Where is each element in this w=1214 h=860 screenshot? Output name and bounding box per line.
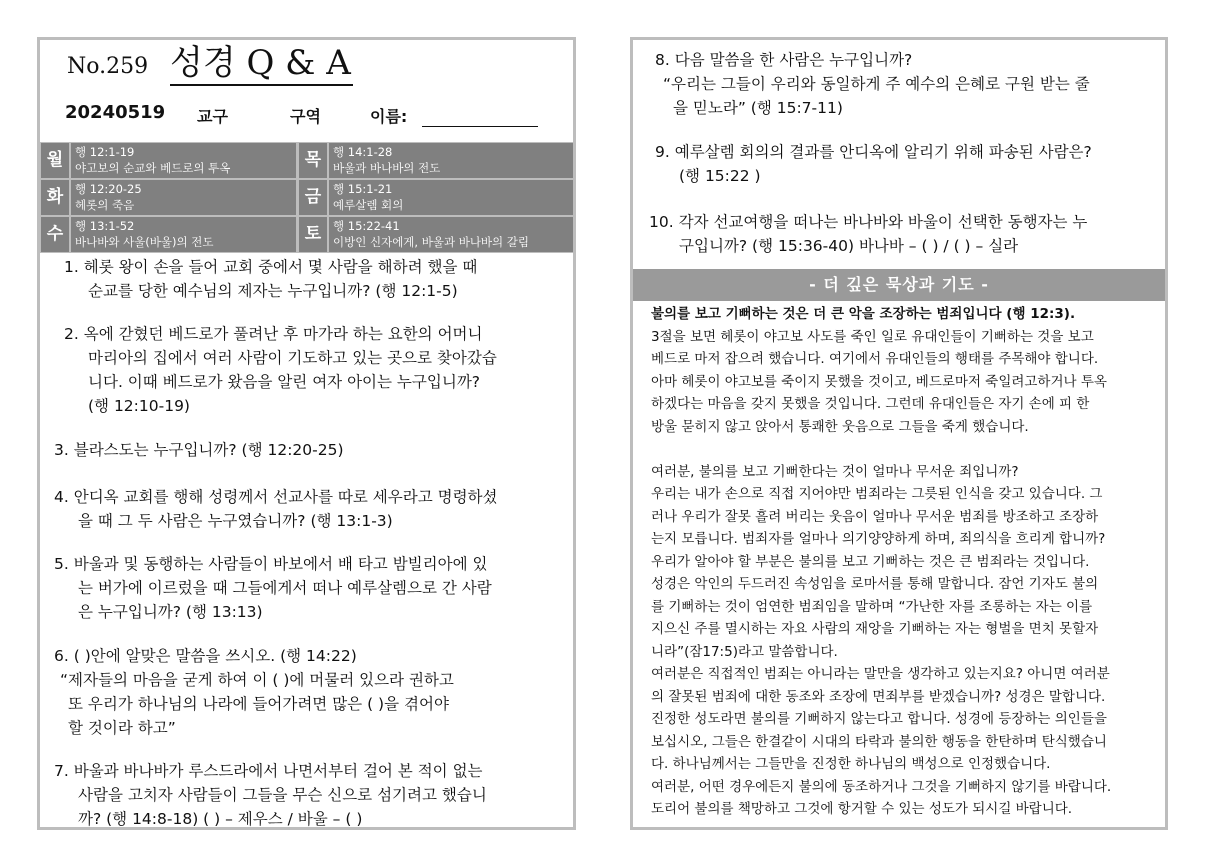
schedule-info (71, 180, 296, 215)
meditation-line: 보십시오, 그들은 한결같이 시대의 타락과 불의한 행동을 한탄하며 탄식했습니 (651, 733, 1107, 750)
meditation-line: 여러분은 직접적인 범죄는 아니라는 말만을 생각하고 있는지요? 아니면 여러분 (651, 666, 1110, 682)
meditation-line: 베드로 마저 잡으려 했습니다. 여기에서 유대인들의 행태를 주목해야 합니다. (651, 351, 1099, 367)
question-3: 3. 블라스도는 누구입니까? (행 12:20-25) (54, 441, 344, 459)
question-6: 6. ( )안에 알맞은 말씀을 쓰시오. (행 14:22) “제자들의 마음을 굳게 하여 이 ( )에 머물러 있으라 권하고 또 우리가 하나님의 나라에 들어가려면 많은 ( )을 겪어야 할 것이라 하고” (54, 647, 454, 737)
schedule-topic: 야고보의 순교와 베드로의 투옥 (75, 161, 231, 175)
meditation-headline: 불의를 보고 기뻐하는 것은 더 큰 악을 조장하는 범죄입니다 (행 12:3). (651, 306, 1076, 322)
meditation-band: - 더 깊은 묵상과 기도 - (633, 269, 1165, 301)
question-9: 9. 예루살렘 회의의 결과를 안디옥에 알리기 위해 파송된 사람은? (행 15:22 ) (655, 143, 1092, 185)
meditation-line: 지으신 주를 멸시하는 자요 사람의 재앙을 기뻐하는 자는 형벌을 면치 못할자 (651, 621, 1099, 637)
meditation-line: 진정한 성도라면 불의를 기뻐하지 않는다고 합니다. 성경에 등장하는 의인들을 (651, 711, 1107, 727)
schedule-topic: 바울과 바나바의 전도 (333, 161, 441, 175)
schedule-info (71, 143, 296, 178)
meditation-line: 도리어 불의를 책망하고 그것에 항거할 수 있는 성도가 되시길 바랍니다. (651, 801, 1073, 817)
schedule-day: 목 (299, 143, 327, 178)
meditation-line: 성경은 악인의 두드러진 속성임을 로마서를 통해 말합니다. 잠언 기자도 불의 (651, 576, 1099, 592)
meditation-line: 우리가 알아야 할 부분은 불의를 보고 기뻐하는 것은 큰 범죄라는 것입니다. (651, 553, 1090, 570)
schedule-topic: 헤롯의 죽음 (75, 198, 135, 212)
schedule-day: 금 (299, 180, 327, 215)
schedule-ref: 행 15:22-41 (333, 219, 400, 233)
name-label: 이름: (370, 107, 408, 126)
schedule-info (71, 217, 296, 252)
schedule-ref: 행 14:1-28 (333, 145, 393, 159)
schedule-day: 토 (299, 217, 327, 252)
schedule-day: 수 (41, 217, 69, 252)
question-10: 10. 각자 선교여행을 떠나는 바나바와 바울이 선택한 동행자는 누 구입니까? (행 15:36-40) 바나바 – ( ) / ( ) – 실라 (649, 213, 1088, 255)
issue-number: No.259 (67, 54, 149, 79)
question-4: 4. 안디옥 교회를 행해 성령께서 선교사를 따로 세우라고 명령하셨 을 때 그 두 사람은 누구였습니까? (행 13:1-3) (54, 488, 498, 530)
right-panel (630, 37, 1168, 830)
meditation-line: 를 기뻐하는 것이 엄연한 범죄임을 말하며 “가난한 자를 조롱하는 자는 이를 (651, 598, 1093, 615)
page-title: 성경 Q & A (170, 42, 353, 86)
district-label: 구역 (290, 107, 321, 126)
meditation-line: 3절을 보면 헤롯이 야고보 사도를 죽인 일로 유대인들이 기뻐하는 것을 보고 (651, 328, 1094, 345)
question-1: 1. 헤롯 왕이 손을 들어 교회 중에서 몇 사람을 해하려 했을 때 순교를 당한 예수님의 제자는 누구입니까? (행 12:1-5) (64, 258, 478, 300)
schedule-info (329, 143, 573, 178)
meditation-line: 러나 우리가 잘못 흘려 버리는 웃음이 얼마나 무서운 범죄를 방조하고 조장하 (651, 508, 1099, 525)
meditation-line: 는지 모릅니다. 범죄자를 얼마나 의기양양하게 하며, 죄의식을 흐리게 합니까? (651, 531, 1106, 547)
meditation-line: 니라”(잠17:5)라고 말씀합니다. (651, 643, 838, 660)
schedule-ref: 행 15:1-21 (333, 182, 393, 196)
schedule-topic: 이방인 신자에게, 바울과 바나바의 갈림 (333, 235, 530, 249)
meditation-line: 의 잘못된 범죄에 대한 동조와 조장에 면죄부를 받겠습니까? 성경은 말합니다. (651, 688, 1106, 705)
meditation-line: 방울 묻히지 않고 앉아서 통쾌한 웃음으로 그들을 죽게 했습니다. (651, 418, 1029, 435)
question-5: 5. 바울과 및 동행하는 사람들이 바보에서 배 타고 밤빌리아에 있 는 버가에 이르렀을 때 그들에게서 떠나 예루살렘으로 간 사람 은 누구입니까? (행 13:13) (54, 555, 492, 621)
parish-label: 교구 (197, 107, 228, 126)
meditation-line: 여러분, 불의를 보고 기뻐한다는 것이 얼마나 무서운 죄입니까? (651, 463, 1019, 480)
meditation-line: 여러분, 어떤 경우에든지 불의에 동조하거나 그것을 기뻐하지 않기를 바랍니다. (651, 778, 1112, 795)
schedule-info (329, 217, 573, 252)
meditation-line: 하겠다는 마음을 갖지 못했을 것입니다. 그런데 유대인들은 자기 손에 피 한 (651, 396, 1090, 412)
meditation-line (651, 438, 1151, 461)
question-8: 8. 다음 말씀을 한 사람은 누구입니까? “우리는 그들이 우리와 동일하게 주 예수의 은혜로 구원 받는 줄 을 믿노라” (행 15:7-11) (655, 51, 1090, 117)
schedule-ref: 행 12:1-19 (75, 145, 135, 159)
date: 20240519 (65, 102, 166, 123)
reading-schedule (40, 142, 573, 253)
header (40, 40, 573, 140)
left-panel (37, 37, 576, 830)
meditation-line: 다. 하나님께서는 그들만을 진정한 하나님의 백성으로 인정했습니다. (651, 756, 1051, 772)
schedule-day: 월 (41, 143, 69, 178)
schedule-ref: 행 12:20-25 (75, 182, 142, 196)
schedule-day: 화 (41, 180, 69, 215)
question-2: 2. 옥에 갇혔던 베드로가 풀려난 후 마가라 하는 요한의 어머니 마리아의 집에서 여러 사람이 기도하고 있는 곳으로 찾아갔습 니다. 이때 베드로가 왔음을 알린 여자 아이는 누구입니까? (행 12:10-19) (64, 325, 497, 415)
meditation-line: 우리는 내가 손으로 직접 지어야만 범죄라는 그릇된 인식을 갖고 있습니다. 그 (651, 486, 1103, 502)
schedule-topic: 예루살렘 회의 (333, 198, 404, 212)
question-7: 7. 바울과 바나바가 루스드라에서 나면서부터 걸어 본 적이 없는 사람을 고치자 사람들이 그들을 무슨 신으로 섬기려고 했습니 까? (행 14:8-18) ( ) – 제우스 / 바울 – ( ) (54, 762, 487, 828)
schedule-ref: 행 13:1-52 (75, 219, 135, 233)
name-blank-line (422, 126, 538, 127)
meditation-line: 아마 헤롯이 야고보를 죽이지 못했을 것이고, 베드로마저 죽일려고하거나 투옥 (651, 373, 1107, 390)
schedule-topic: 바나바와 사울(바울)의 전도 (75, 235, 214, 249)
meditation-text (651, 303, 1151, 821)
schedule-info (329, 180, 573, 215)
